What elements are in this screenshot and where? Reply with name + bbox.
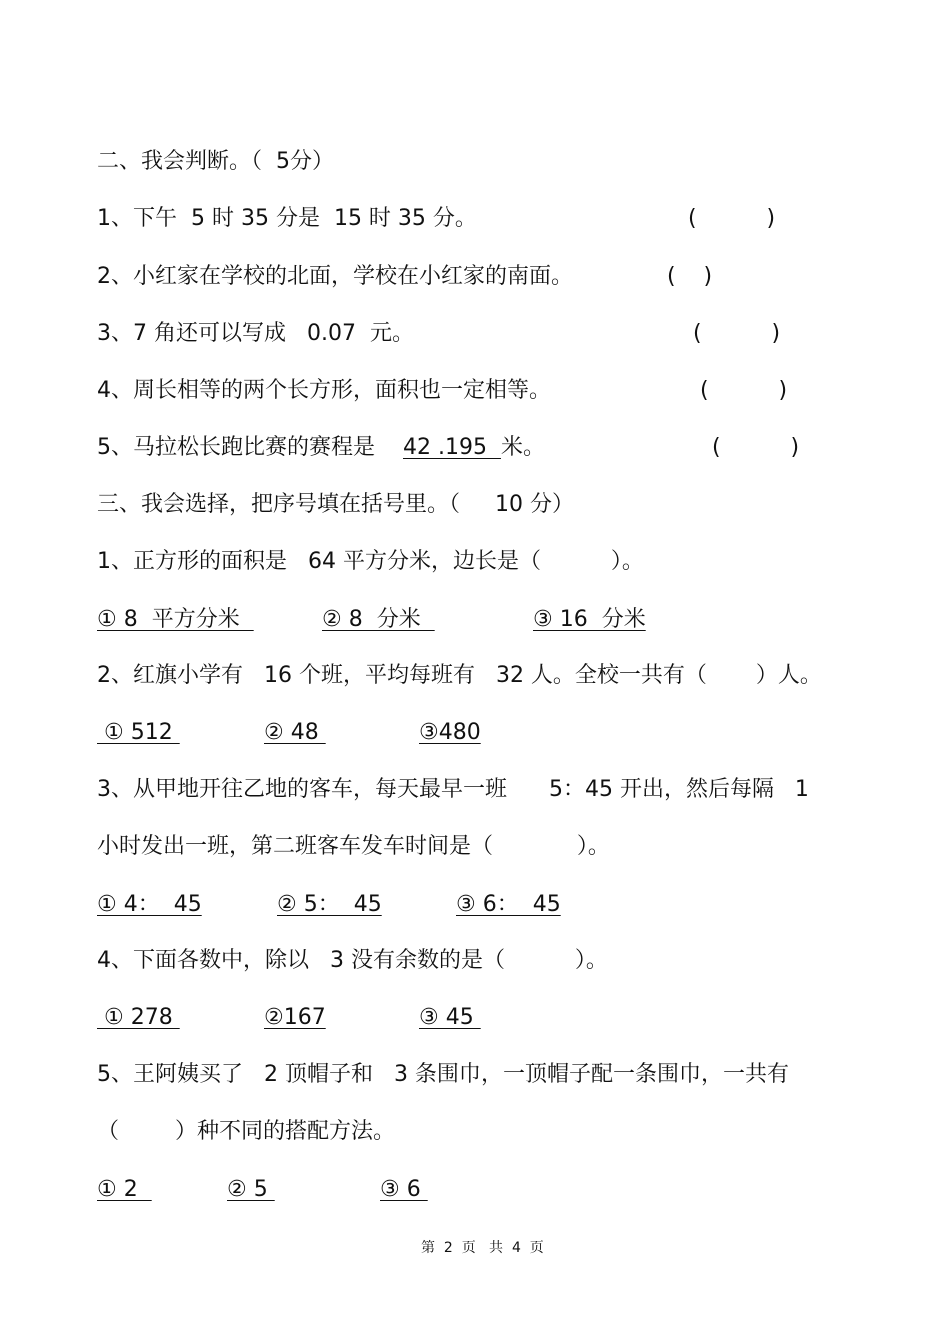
q1-option-2[interactable]: ② 8 分米	[322, 607, 435, 632]
judge-item-5	[97, 433, 545, 463]
judge-item-2: 2、小红家在学校的北面，学校在小红家的南面。	[97, 264, 573, 289]
judge-answer-bracket-5[interactable]: ( )	[712, 435, 800, 460]
marathon-distance-value: 42 .195	[403, 435, 501, 460]
q4-option-3[interactable]: ③ 45	[419, 1005, 481, 1030]
q1-option-1[interactable]: ① 8 平方分米	[97, 607, 254, 632]
section3-heading: 三、我会选择，把序号填在括号里。（ 10 分）	[97, 492, 574, 517]
page-number-footer: 第 2 页 共 4 页	[421, 1240, 544, 1256]
q5-option-3[interactable]: ③ 6	[380, 1177, 428, 1202]
choice-question-2: 2、红旗小学有 16 个班，平均每班有 32 人。全校一共有（ ）人。	[97, 663, 822, 688]
q4-option-1[interactable]: ① 278	[97, 1005, 180, 1030]
q2-option-2[interactable]: ② 48	[264, 720, 326, 745]
q1-option-3[interactable]: ③ 16 分米	[533, 607, 646, 632]
judge-answer-bracket-1[interactable]: ( )	[688, 206, 776, 231]
choice-question-5-line1: 5、王阿姨买了 2 顶帽子和 3 条围巾，一顶帽子配一条围巾，一共有	[97, 1062, 789, 1087]
judge-item-5-text-b: 米。	[500, 435, 545, 460]
choice-question-4: 4、下面各数中，除以 3 没有余数的是（ ）。	[97, 948, 608, 973]
q5-option-1[interactable]: ① 2	[97, 1177, 152, 1202]
judge-item-1: 1、下午 5 时 35 分是 15 时 35 分。	[97, 206, 477, 231]
q5-option-2[interactable]: ② 5	[227, 1177, 275, 1202]
q4-option-2[interactable]: ②167	[264, 1005, 326, 1030]
judge-item-4: 4、周长相等的两个长方形，面积也一定相等。	[97, 378, 551, 403]
judge-answer-bracket-3[interactable]: ( )	[693, 321, 781, 346]
judge-item-3: 3、7 角还可以写成 0.07 元。	[97, 321, 414, 346]
choice-question-3-line1: 3、从甲地开往乙地的客车，每天最早一班 5：45 开出，然后每隔 1	[97, 777, 809, 802]
judge-answer-bracket-2[interactable]: ( )	[667, 264, 713, 289]
section2-heading: 二、我会判断。（ 5分）	[97, 149, 334, 174]
choice-question-1: 1、正方形的面积是 64 平方分米，边长是（ ）。	[97, 549, 644, 574]
choice-question-5-line2: （ ）种不同的搭配方法。	[97, 1119, 395, 1144]
judge-item-5-text-a: 5、马拉松长跑比赛的赛程是	[97, 435, 375, 460]
judge-answer-bracket-4[interactable]: ( )	[700, 378, 788, 403]
q3-option-1[interactable]: ① 4： 45	[97, 892, 202, 917]
choice-question-3-line2: 小时发出一班，第二班客车发车时间是（ ）。	[97, 834, 610, 859]
q3-option-2[interactable]: ② 5： 45	[277, 892, 382, 917]
q3-option-3[interactable]: ③ 6： 45	[456, 892, 561, 917]
q2-option-1[interactable]: ① 512	[97, 720, 180, 745]
q2-option-3[interactable]: ③480	[419, 720, 481, 745]
